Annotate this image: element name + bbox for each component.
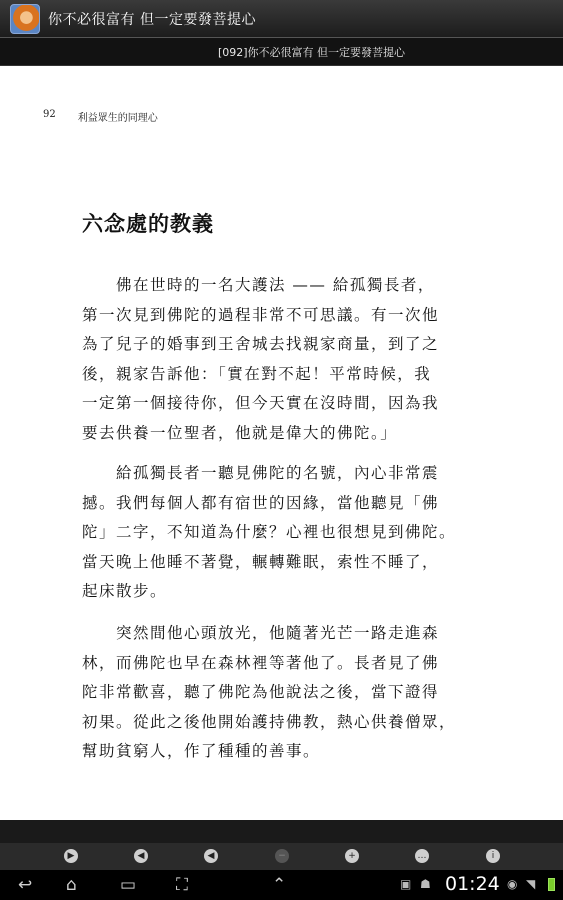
text-line: 陀非常歡喜，聽了佛陀為他說法之後，當下證得 [82,683,440,701]
text-line: 突然間他心頭放光，他隨著光芒一路走進森 [116,624,440,642]
running-head [43,109,158,124]
system-nav-bar [0,870,563,900]
text-line: 起床散步。 [82,582,168,600]
running-title: 利益眾生的同理心 [77,113,158,124]
paragraph [82,619,477,767]
battery-icon [548,878,555,891]
text-line: 給孤獨長者一聽見佛陀的名號，內心非常震 [116,464,440,482]
home-icon[interactable]: ⌂ [66,875,77,895]
info-icon[interactable]: i [486,849,500,863]
book-page[interactable] [0,66,563,820]
text-line: 當天晚上他睡不著覺，輾轉難眠，索性不睡了， [82,552,440,571]
text-line: 一定第一個接待你，但今天實在沒時間，因為我 [82,394,440,412]
text-line: 佛在世時的一名大護法 —— 給孤獨長者， [116,276,435,294]
reader-controls [0,820,563,870]
menu-up-icon[interactable]: ⌃ [272,875,287,895]
chapter-heading: 六念處的教義 [82,211,214,236]
text-line: 初果。從此之後他開始護持佛教，熱心供養僧眾， [82,712,457,731]
document-title: [092]你不必很富有 但一定要發菩提心 [217,45,406,59]
text-line: 為了兒子的婚事到王舍城去找親家商量，到了之 [82,335,440,353]
text-line: 幫助貧窮人，作了種種的善事。 [82,742,321,760]
text-line: 撼。我們每個人都有宿世的因緣，當他聽見「佛 [82,493,440,512]
wifi-icon: ◥ [526,877,536,891]
eye-icon: ◉ [507,877,518,891]
paragraph [82,271,477,448]
back-icon[interactable]: ↩ [18,875,33,895]
more-icon[interactable]: … [415,849,429,863]
text-line: 後，親家告訴他：「實在對不起！平常時候，我 [82,364,432,383]
recent-apps-icon[interactable]: ▭ [120,875,137,895]
play-icon[interactable]: ▶ [64,849,78,863]
status-clock: 01:24 [445,873,500,895]
document-title-bar [0,38,563,66]
zoom-in-icon[interactable]: + [345,849,359,863]
app-title-bar [0,0,563,38]
screenshot-icon[interactable]: ⛶ [176,875,188,895]
page-number: 92 [43,109,56,120]
text-line: 第一次見到佛陀的過程非常不可思議。有一次他 [82,305,440,324]
text-line: 要去供養一位聖者，他就是偉大的佛陀。」 [82,423,398,442]
app-title: 你不必很富有 但一定要發菩提心 [48,11,256,28]
text-line: 林，而佛陀也早在森林裡等著他了。長者見了佛 [82,653,440,672]
app-icon[interactable] [10,4,40,34]
text-line: 陀」二字，不知道為什麼？心裡也很想見到佛陀。 [82,523,457,541]
first-page-icon[interactable]: ◀ [134,849,148,863]
gallery-icon: ▣ [400,877,412,891]
prev-page-icon[interactable]: ◀ [204,849,218,863]
zoom-out-icon[interactable]: − [275,849,289,863]
paragraph [82,459,477,607]
android-debug-icon: ☗ [420,877,431,891]
